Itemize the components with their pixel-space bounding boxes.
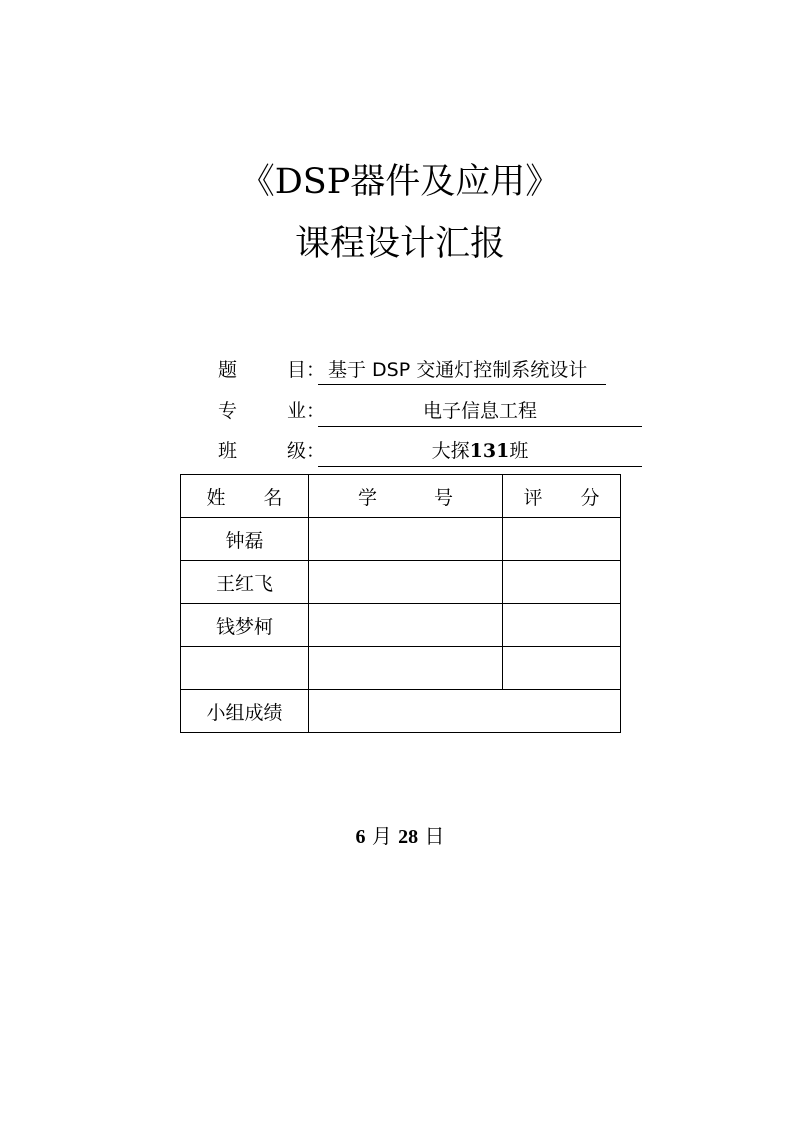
date-month-unit: 月 bbox=[371, 824, 392, 848]
major-field bbox=[0, 397, 800, 427]
member-name: 钟磊 bbox=[181, 518, 309, 561]
member-score bbox=[503, 647, 621, 690]
report-date bbox=[0, 822, 800, 851]
class-colon: ： bbox=[306, 440, 326, 462]
topic-value-suffix: 交通灯控制系统设计 bbox=[410, 359, 588, 381]
major-label: 专业 bbox=[218, 400, 306, 422]
class-label: 班级 bbox=[218, 440, 306, 462]
class-value-suffix: 班 bbox=[509, 440, 529, 462]
member-score bbox=[503, 561, 621, 604]
class-value-number: 131 bbox=[469, 440, 510, 462]
table-header-row bbox=[181, 475, 621, 518]
major-colon: ： bbox=[306, 400, 326, 422]
date-day-unit: 日 bbox=[424, 824, 445, 848]
member-score bbox=[503, 604, 621, 647]
topic-value bbox=[318, 356, 606, 385]
table-row bbox=[181, 518, 621, 561]
member-name bbox=[181, 647, 309, 690]
date-day: 28 bbox=[398, 826, 419, 848]
table-row bbox=[181, 647, 621, 690]
report-title-subtitle: 课程设计汇报 bbox=[294, 224, 505, 264]
class-value-prefix: 大探 bbox=[431, 440, 470, 462]
class-field bbox=[0, 437, 800, 467]
member-score bbox=[503, 518, 621, 561]
member-student-id bbox=[309, 518, 503, 561]
member-name: 王红飞 bbox=[181, 561, 309, 604]
table-row bbox=[181, 561, 621, 604]
group-score-row bbox=[181, 690, 621, 733]
header-student-id: 学 号 bbox=[309, 475, 503, 518]
major-value: 电子信息工程 bbox=[318, 397, 642, 427]
grade-table bbox=[180, 474, 621, 733]
topic-value-code: DSP bbox=[372, 359, 411, 381]
topic-field bbox=[0, 356, 800, 386]
group-score-value bbox=[309, 690, 621, 733]
table-row bbox=[181, 604, 621, 647]
header-score: 评 分 bbox=[503, 475, 621, 518]
class-value bbox=[318, 437, 642, 467]
header-name: 姓 名 bbox=[181, 475, 309, 518]
topic-value-prefix: 基于 bbox=[328, 359, 373, 381]
member-student-id bbox=[309, 561, 503, 604]
date-month: 6 bbox=[355, 826, 366, 848]
report-title-course: 《DSP器件及应用》 bbox=[239, 162, 561, 202]
topic-label: 题目 bbox=[218, 359, 306, 381]
topic-colon: ： bbox=[306, 359, 326, 381]
member-student-id bbox=[309, 604, 503, 647]
group-score-label: 小组成绩 bbox=[181, 690, 309, 733]
member-name: 钱梦柯 bbox=[181, 604, 309, 647]
member-student-id bbox=[309, 647, 503, 690]
